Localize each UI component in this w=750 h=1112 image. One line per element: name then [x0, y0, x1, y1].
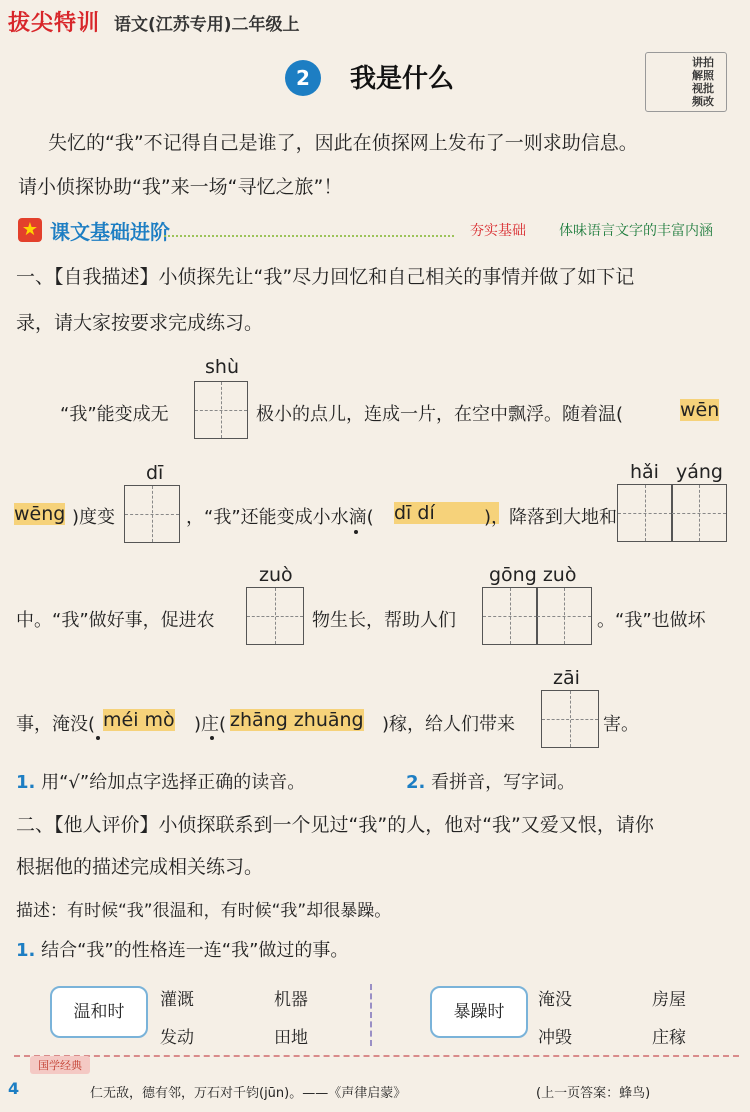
pinyin-shu: shù: [205, 356, 239, 378]
footer-quote: 仁无敌，德有邻，万石对千钧(jūn)。——《声律启蒙》: [90, 1086, 407, 1101]
lesson-number-badge: 2: [285, 60, 321, 96]
question-1-2: [406, 768, 575, 794]
pinyin-wen: wēn: [680, 399, 720, 421]
question-number: 1.: [16, 772, 36, 793]
part1-instruction-1: 一、【自我描述】小侦探先让“我”尽力回忆和自己相关的事情并做了如下记: [16, 266, 635, 288]
pinyin-zuo: zuò: [259, 564, 293, 586]
section-header: [14, 216, 739, 246]
pinyin-gong-zuo: gōng zuò: [489, 564, 577, 586]
writing-box-di[interactable]: [124, 485, 180, 543]
match-word[interactable]: 机器: [274, 990, 308, 1010]
pinyin-yang: yáng: [676, 461, 723, 483]
row3-text-b: 物生长，帮助人们: [312, 610, 456, 631]
part2-instruction-1: 二、【他人评价】小侦探联系到一个见过“我”的人，他对“我”又爱又恨，请你: [16, 814, 654, 836]
emphasis-dot: [96, 736, 100, 740]
row3-text-c: 。“我”也做坏: [597, 610, 706, 631]
match-word[interactable]: 房屋: [652, 990, 686, 1010]
part2-description: 描述：有时候“我”很温和，有时候“我”却很暴躁。: [16, 901, 392, 921]
question-1-1: [16, 768, 305, 794]
pinyin-zhang-zhuang: zhāng zhuāng: [230, 709, 364, 731]
question-text: 用“√”给加点字选择正确的读音。: [41, 772, 306, 793]
part2-instruction-2: 根据他的描述完成相关练习。: [16, 856, 264, 878]
row3-text-a: 中。“我”做好事，促进农: [16, 610, 215, 631]
pinyin-hai: hǎi: [630, 461, 659, 483]
page-header: [0, 0, 750, 40]
section-title: 课文基础进阶: [50, 220, 170, 244]
emphasis-dot: [210, 736, 214, 740]
footer-tag: 国学经典: [30, 1056, 90, 1074]
book-title: 语文(江苏专用)二年级上: [114, 15, 300, 35]
footer-divider: [14, 1055, 739, 1057]
writing-box-zai[interactable]: [541, 690, 599, 748]
pinyin-di-di: dī dí: [394, 502, 499, 524]
intro-line-2: 请小侦探协助“我”来一场“寻忆之旅”！: [18, 176, 343, 198]
writing-box-hai[interactable]: [617, 484, 673, 542]
row4-text-c: )稼，给人们带来: [382, 714, 516, 735]
fierce-box[interactable]: 暴躁时: [430, 986, 528, 1038]
row4-text-d: 害。: [603, 714, 639, 735]
row1-text-a: “我”能变成无: [60, 404, 169, 425]
section-tag-foundation: 夯实基础: [470, 223, 526, 239]
row2-text-c: )，降落到大地和: [484, 507, 618, 528]
star-icon: ★: [18, 218, 42, 242]
row2-text-a: )度变: [72, 507, 116, 528]
writing-box-yang[interactable]: [671, 484, 727, 542]
qr-label: 讲拍解照视批频改: [692, 56, 714, 108]
part1-instruction-2: 录，请大家按要求完成练习。: [16, 312, 264, 334]
match-word[interactable]: 灌溉: [160, 990, 194, 1010]
pinyin-weng: wēng: [14, 503, 66, 525]
writing-box-shu[interactable]: [194, 381, 248, 439]
section-divider: [164, 235, 454, 237]
match-divider: [370, 984, 372, 1046]
brand-logo: 拔尖特训: [8, 11, 101, 36]
lesson-title: 我是什么: [350, 64, 455, 94]
question-number: 1.: [16, 940, 36, 961]
row2-text-b: ，“我”还能变成小水滴(: [186, 507, 374, 528]
gentle-box[interactable]: 温和时: [50, 986, 148, 1038]
question-text: 结合“我”的性格连一连“我”做过的事。: [41, 940, 349, 961]
question-number: 2.: [406, 772, 426, 793]
previous-answer: (上一页答案：蜂鸟): [536, 1086, 651, 1101]
pinyin-di: dī: [146, 462, 164, 484]
match-word[interactable]: 田地: [274, 1028, 308, 1048]
match-word[interactable]: 冲毁: [538, 1028, 572, 1048]
row1-text-b: 极小的点儿，连成一片，在空中飘浮。随着温(: [256, 404, 624, 425]
match-word[interactable]: 庄稼: [652, 1028, 686, 1048]
video-explanation-qr[interactable]: [645, 52, 727, 112]
intro-line-1: 失忆的“我”不记得自己是谁了，因此在侦探网上发布了一则求助信息。: [48, 132, 638, 154]
pinyin-mei-mo: méi mò: [103, 709, 175, 731]
match-word[interactable]: 淹没: [538, 990, 572, 1010]
emphasis-dot: [354, 530, 358, 534]
writing-box-gong[interactable]: [482, 587, 538, 645]
pinyin-zai: zāi: [553, 667, 580, 689]
writing-box-zuo2[interactable]: [536, 587, 592, 645]
question-text: 看拼音，写字词。: [431, 772, 576, 793]
row4-text-b: )庄(: [194, 714, 227, 735]
page-number: 4: [8, 1079, 20, 1098]
row4-text-a: 事，淹没(: [16, 714, 96, 735]
match-word[interactable]: 发动: [160, 1028, 194, 1048]
question-2-1: [16, 936, 348, 962]
writing-box-zuo[interactable]: [246, 587, 304, 645]
section-tag-language: 体味语言文字的丰富内涵: [559, 223, 713, 239]
